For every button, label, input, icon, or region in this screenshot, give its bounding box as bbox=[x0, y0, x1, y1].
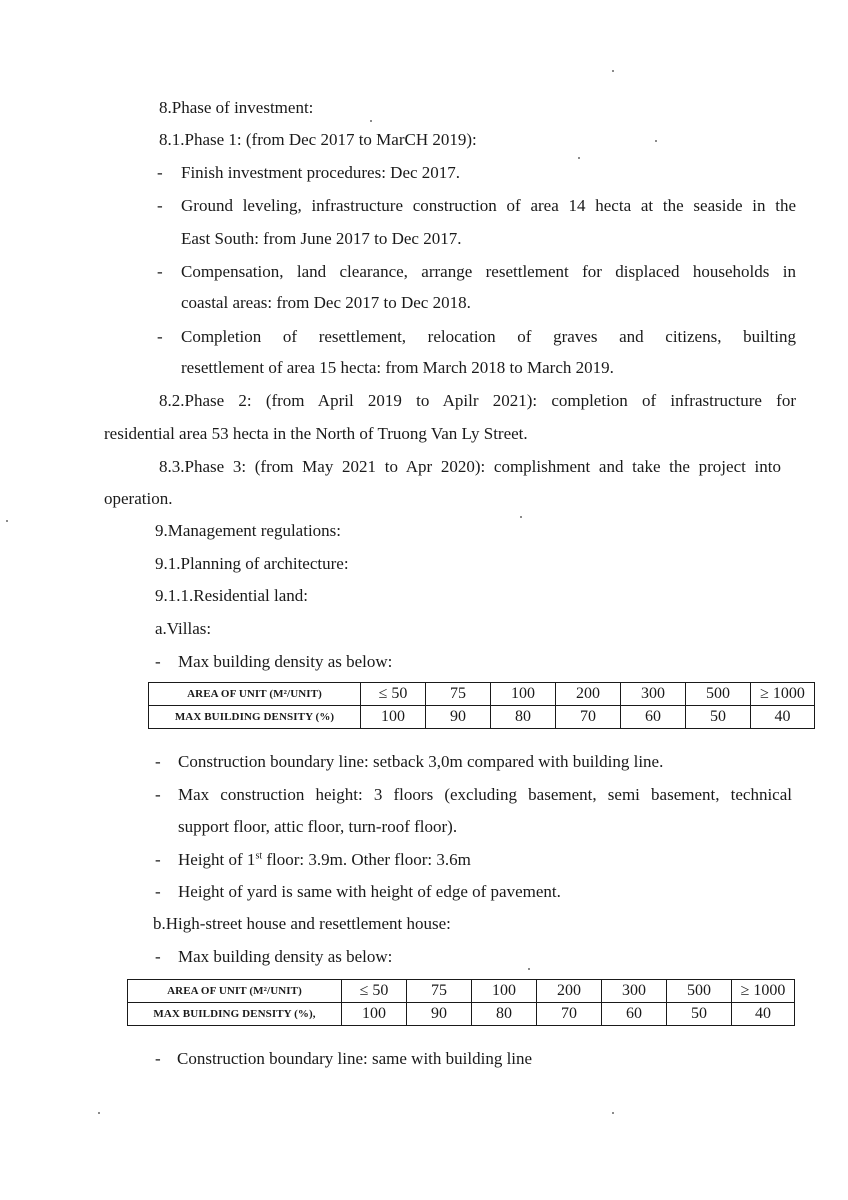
density-row-label: MAX BUILDING DENSITY (%) bbox=[149, 706, 361, 729]
villas-heading: a.Villas: bbox=[155, 619, 212, 638]
table-cell: 75 bbox=[426, 683, 491, 706]
table-cell: 90 bbox=[426, 706, 491, 729]
table-cell: 50 bbox=[667, 1003, 732, 1026]
phase1-item-compensation-line2: coastal areas: from Dec 2017 to Dec 2018. bbox=[181, 293, 471, 312]
villas-height-line1: Max construction height: 3 floors (excluding basement, semi basement, technical bbox=[178, 785, 792, 804]
bullet-dash: - bbox=[155, 752, 161, 771]
scan-speck bbox=[98, 1112, 100, 1114]
scan-speck bbox=[612, 70, 614, 72]
villas-density-table bbox=[148, 682, 815, 729]
phase1-item-compensation-line1: Compensation, land clearance, arrange resettlement for displaced households in bbox=[181, 262, 796, 281]
table-cell: 100 bbox=[361, 706, 426, 729]
scan-speck bbox=[520, 516, 522, 518]
table-cell: 300 bbox=[602, 980, 667, 1003]
villas-floor-height bbox=[178, 850, 471, 870]
bullet-dash: - bbox=[157, 163, 163, 182]
table-cell: 60 bbox=[621, 706, 686, 729]
phase3-paragraph-line1: 8.3.Phase 3: (from May 2021 to Apr 2020): complishment and take the project into bbox=[159, 457, 781, 476]
table-row bbox=[128, 1003, 795, 1026]
scan-speck bbox=[370, 120, 372, 122]
phase2-paragraph-line2: residential area 53 hecta in the North of Truong Van Ly Street. bbox=[104, 424, 528, 443]
phase1-item-leveling-line2: East South: from June 2017 to Dec 2017. bbox=[181, 229, 462, 248]
table-cell: ≥ 1000 bbox=[732, 980, 795, 1003]
high-street-boundary-line: Construction boundary line: same with building line bbox=[177, 1049, 533, 1068]
table-cell: 200 bbox=[537, 980, 602, 1003]
high-street-density-table bbox=[127, 979, 795, 1026]
table-cell: 75 bbox=[407, 980, 472, 1003]
density-row-label: MAX BUILDING DENSITY (%), bbox=[128, 1003, 342, 1026]
bullet-dash: - bbox=[155, 850, 161, 869]
scan-speck bbox=[6, 520, 8, 522]
section-9-heading: 9.Management regulations: bbox=[155, 521, 342, 540]
section-9-1-1-heading: 9.1.1.Residential land: bbox=[155, 586, 308, 605]
table-cell: 40 bbox=[751, 706, 815, 729]
scan-speck bbox=[528, 968, 530, 970]
table-cell: ≤ 50 bbox=[361, 683, 426, 706]
table-cell: 70 bbox=[537, 1003, 602, 1026]
bullet-dash: - bbox=[155, 785, 161, 804]
table-row bbox=[128, 980, 795, 1003]
bullet-dash: - bbox=[155, 882, 161, 901]
section-8-heading: 8.Phase of investment: bbox=[159, 98, 314, 117]
table-cell: ≤ 50 bbox=[342, 980, 407, 1003]
table-cell: 90 bbox=[407, 1003, 472, 1026]
phase2-paragraph-line1: 8.2.Phase 2: (from April 2019 to Apilr 2021): completion of infrastructure for bbox=[159, 391, 796, 410]
bullet-dash: - bbox=[157, 327, 163, 346]
bullet-dash: - bbox=[157, 196, 163, 215]
area-row-label: AREA OF UNIT (M²/UNIT) bbox=[128, 980, 342, 1003]
section-8-1-heading: 8.1.Phase 1: (from Dec 2017 to MarCH 2019): bbox=[159, 130, 477, 149]
floor-height-prefix: Height of 1 bbox=[178, 850, 256, 869]
table-cell: 200 bbox=[556, 683, 621, 706]
floor-height-suffix: floor: 3.9m. Other floor: 3.6m bbox=[262, 850, 471, 869]
bullet-dash: - bbox=[155, 652, 161, 671]
phase1-item-procedures: Finish investment procedures: Dec 2017. bbox=[181, 163, 461, 182]
bullet-dash: - bbox=[157, 262, 163, 281]
section-9-1-heading: 9.1.Planning of architecture: bbox=[155, 554, 349, 573]
scan-speck bbox=[655, 140, 657, 142]
table-cell: 50 bbox=[686, 706, 751, 729]
table-cell: 500 bbox=[667, 980, 732, 1003]
phase1-item-resettlement-line2: resettlement of area 15 hecta: from March 2018 to March 2019. bbox=[181, 358, 614, 377]
bullet-dash: - bbox=[155, 947, 161, 966]
bullet-dash: - bbox=[155, 1049, 161, 1068]
table-cell: 80 bbox=[491, 706, 556, 729]
high-street-density-intro: Max building density as below: bbox=[178, 947, 393, 966]
scan-speck bbox=[578, 157, 580, 159]
villas-yard-height: Height of yard is same with height of edge of pavement. bbox=[178, 882, 561, 901]
table-cell: 100 bbox=[472, 980, 537, 1003]
villas-boundary-line: Construction boundary line: setback 3,0m compared with building line. bbox=[178, 752, 664, 771]
villas-height-line2: support floor, attic floor, turn-roof floor). bbox=[178, 817, 458, 836]
table-row bbox=[149, 706, 815, 729]
table-cell: 100 bbox=[342, 1003, 407, 1026]
ordinal-suffix: st bbox=[255, 850, 263, 862]
table-cell: 300 bbox=[621, 683, 686, 706]
area-row-label: AREA OF UNIT (M²/UNIT) bbox=[149, 683, 361, 706]
table-cell: 80 bbox=[472, 1003, 537, 1026]
table-cell: 500 bbox=[686, 683, 751, 706]
villas-density-intro: Max building density as below: bbox=[178, 652, 393, 671]
table-cell: ≥ 1000 bbox=[751, 683, 815, 706]
phase1-item-resettlement-line1: Completion of resettlement, relocation of graves and citizens, builting bbox=[181, 327, 796, 346]
table-cell: 100 bbox=[491, 683, 556, 706]
high-street-heading: b.High-street house and resettlement house: bbox=[153, 914, 451, 933]
table-row bbox=[149, 683, 815, 706]
table-cell: 60 bbox=[602, 1003, 667, 1026]
scan-speck bbox=[612, 1112, 614, 1114]
phase3-paragraph-line2: operation. bbox=[104, 489, 173, 508]
phase1-item-leveling-line1: Ground leveling, infrastructure construction of area 14 hecta at the seaside in the bbox=[181, 196, 796, 215]
table-cell: 70 bbox=[556, 706, 621, 729]
table-cell: 40 bbox=[732, 1003, 795, 1026]
